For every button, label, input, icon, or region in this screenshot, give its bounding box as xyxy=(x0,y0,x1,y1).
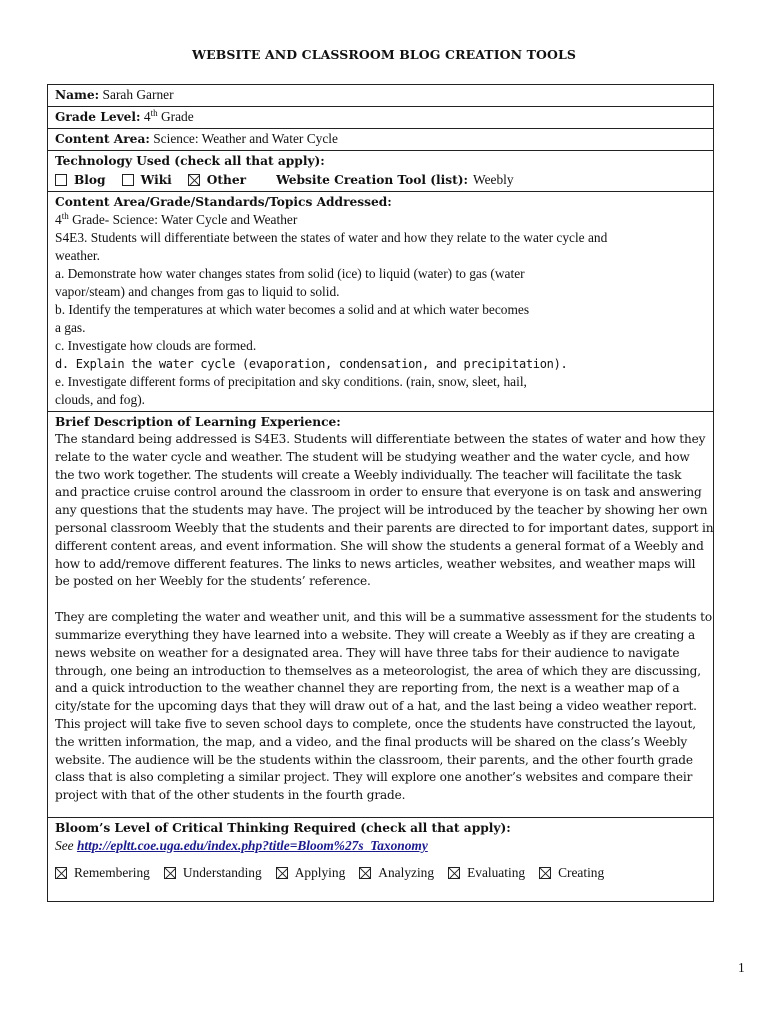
lesson-form-table xyxy=(47,84,714,902)
checkbox[interactable] xyxy=(188,174,200,186)
page-number: 1 xyxy=(738,960,745,975)
bloom-option-creating[interactable]: Creating xyxy=(539,864,604,882)
standards-grade-line: 4th Grade- Science: Water Cycle and Weather xyxy=(55,211,298,227)
content-area-label: Content Area: xyxy=(55,132,150,146)
standards-line: d. Explain the water cycle (evaporation, condensation, and precipitation). xyxy=(55,357,568,371)
standards-line: clouds, and fog). xyxy=(55,392,145,407)
bloom-options xyxy=(55,864,706,882)
description-line: news website on weather for a designated area. They will have three tabs for their audience to navigate xyxy=(55,645,680,660)
description-line: relate to the water cycle and weather. The student will be studying weather and the water cycle, and how xyxy=(55,449,690,464)
standards-line: vapor/steam) and changes from gas to liquid to solid. xyxy=(55,284,340,299)
description-line: The standard being addressed is S4E3. Students will differentiate between the states of water and how they xyxy=(55,432,706,446)
checkbox[interactable] xyxy=(122,174,134,186)
bloom-option-evaluating[interactable]: Evaluating xyxy=(448,864,525,882)
see-text: See xyxy=(55,837,74,853)
description-line: website. The audience will be the students within the classroom, their parents, and the other fourth grade xyxy=(55,752,693,767)
bloom-reference xyxy=(55,837,706,855)
description-line: how to add/remove different features. The links to news articles, weather websites, and weather maps will xyxy=(55,556,696,571)
bloom-label: Bloom’s Level of Critical Thinking Required (check all that apply): xyxy=(55,820,511,835)
description-line: personal classroom Weebly that the students and their parents are directed to for important dates, support in xyxy=(55,520,714,535)
standards-line: weather. xyxy=(55,248,100,263)
bloom-option-applying[interactable]: Applying xyxy=(276,864,346,882)
website-tool-label: Website Creation Tool (list): xyxy=(276,172,469,187)
standards-line: e. Investigate different forms of precipitation and sky conditions. (rain, snow, sleet, hail, xyxy=(55,374,527,389)
bloom-option-analyzing[interactable]: Analyzing xyxy=(359,864,434,882)
technology-row xyxy=(48,151,713,192)
checkbox[interactable] xyxy=(55,867,67,879)
description-line: be posted on her Weebly for the students’ reference. xyxy=(55,574,371,589)
standards-text xyxy=(55,229,706,409)
standards-line: a gas. xyxy=(55,320,86,335)
content-area-row xyxy=(48,129,713,151)
description-label: Brief Description of Learning Experience: xyxy=(55,415,341,429)
tech-option-wiki[interactable]: Wiki xyxy=(122,171,172,189)
bloom-option-understanding[interactable]: Understanding xyxy=(164,864,262,882)
bloom-row xyxy=(48,818,713,901)
description-line: They are completing the water and weather unit, and this will be a summative assessment for the students to xyxy=(55,610,712,625)
description-line: through, one being an introduction to themselves as a meteorologist, the area of which they are discussing, xyxy=(55,663,701,678)
checkbox[interactable] xyxy=(539,867,551,879)
description-line: different content areas, and event information. She will show the students a general format of a Weebly and xyxy=(55,538,704,553)
standards-line: b. Identify the temperatures at which water becomes a solid and at which water becomes xyxy=(55,302,530,317)
checkbox[interactable] xyxy=(55,174,67,186)
description-line: and a quick introduction to the weather channel they are reporting from, the next is a weather map of a xyxy=(55,681,680,696)
description-line: project with that of the other students in the fourth grade. xyxy=(55,788,406,803)
tech-option-blog[interactable]: Blog xyxy=(55,171,106,189)
technology-options xyxy=(55,170,706,189)
checkbox[interactable] xyxy=(164,867,176,879)
grade-word: Grade xyxy=(160,109,194,124)
checkbox[interactable] xyxy=(359,867,371,879)
description-line: This project will take five to seven school days to complete, once the students have constructed the layout, xyxy=(55,716,696,731)
description-line: and practice cruise control around the classroom in order to ensure that everyone is on task and answering xyxy=(55,485,702,500)
standards-line: c. Investigate how clouds are formed. xyxy=(55,338,257,353)
standards-line: a. Demonstrate how water changes states from solid (ice) to liquid (water) to gas (water xyxy=(55,266,525,281)
standards-row xyxy=(48,192,713,412)
bloom-option-remembering[interactable]: Remembering xyxy=(55,864,150,882)
description-line: city/state for the upcoming days that they will draw out of a hat, and the last being a video weather report. xyxy=(55,699,697,714)
name-row xyxy=(48,85,713,107)
standards-label: Content Area/Grade/Standards/Topics Addressed: xyxy=(55,195,392,209)
bloom-taxonomy-link[interactable]: http://epltt.coe.uga.edu/index.php?title=Bloom%27s_Taxonomy xyxy=(76,837,428,853)
name-value: Sarah Garner xyxy=(102,87,174,102)
description-paragraph-2 xyxy=(55,609,712,805)
description-line: any questions that the students may have. The project will be introduced by the teacher by showing her own xyxy=(55,503,708,518)
checkbox[interactable] xyxy=(448,867,460,879)
website-tool-value: Weebly xyxy=(473,171,514,187)
grade-suffix: th xyxy=(150,108,158,118)
description-row xyxy=(48,412,713,818)
page-title: WEBSITE AND CLASSROOM BLOG CREATION TOOLS xyxy=(191,47,577,62)
standards-line: S4E3. Students will differentiate between the states of water and how they relate to the water cycle and xyxy=(55,230,608,245)
technology-label: Technology Used (check all that apply): xyxy=(55,154,325,168)
tech-option-other[interactable]: Other xyxy=(188,171,246,189)
description-line: the two work together. The students will create a Weebly individually. The teacher will facilitate the task xyxy=(55,467,682,482)
grade-row xyxy=(48,107,713,129)
description-line: class that is also completing a similar project. They will explore one another’s websites and compare their xyxy=(55,770,693,785)
grade-number: 4 xyxy=(143,109,151,124)
description-line: the written information, the map, and a video, and the final products will be shared on the class’s Weebly xyxy=(55,734,688,749)
checkbox[interactable] xyxy=(276,867,288,879)
grade-label: Grade Level: xyxy=(55,110,141,124)
description-line: summarize everything they have learned into a website. They will create a Weebly as if they are creating a xyxy=(55,627,696,642)
name-label: Name: xyxy=(55,88,100,102)
description-paragraph-1 xyxy=(55,431,714,591)
content-area-value: Science: Weather and Water Cycle xyxy=(153,131,338,146)
